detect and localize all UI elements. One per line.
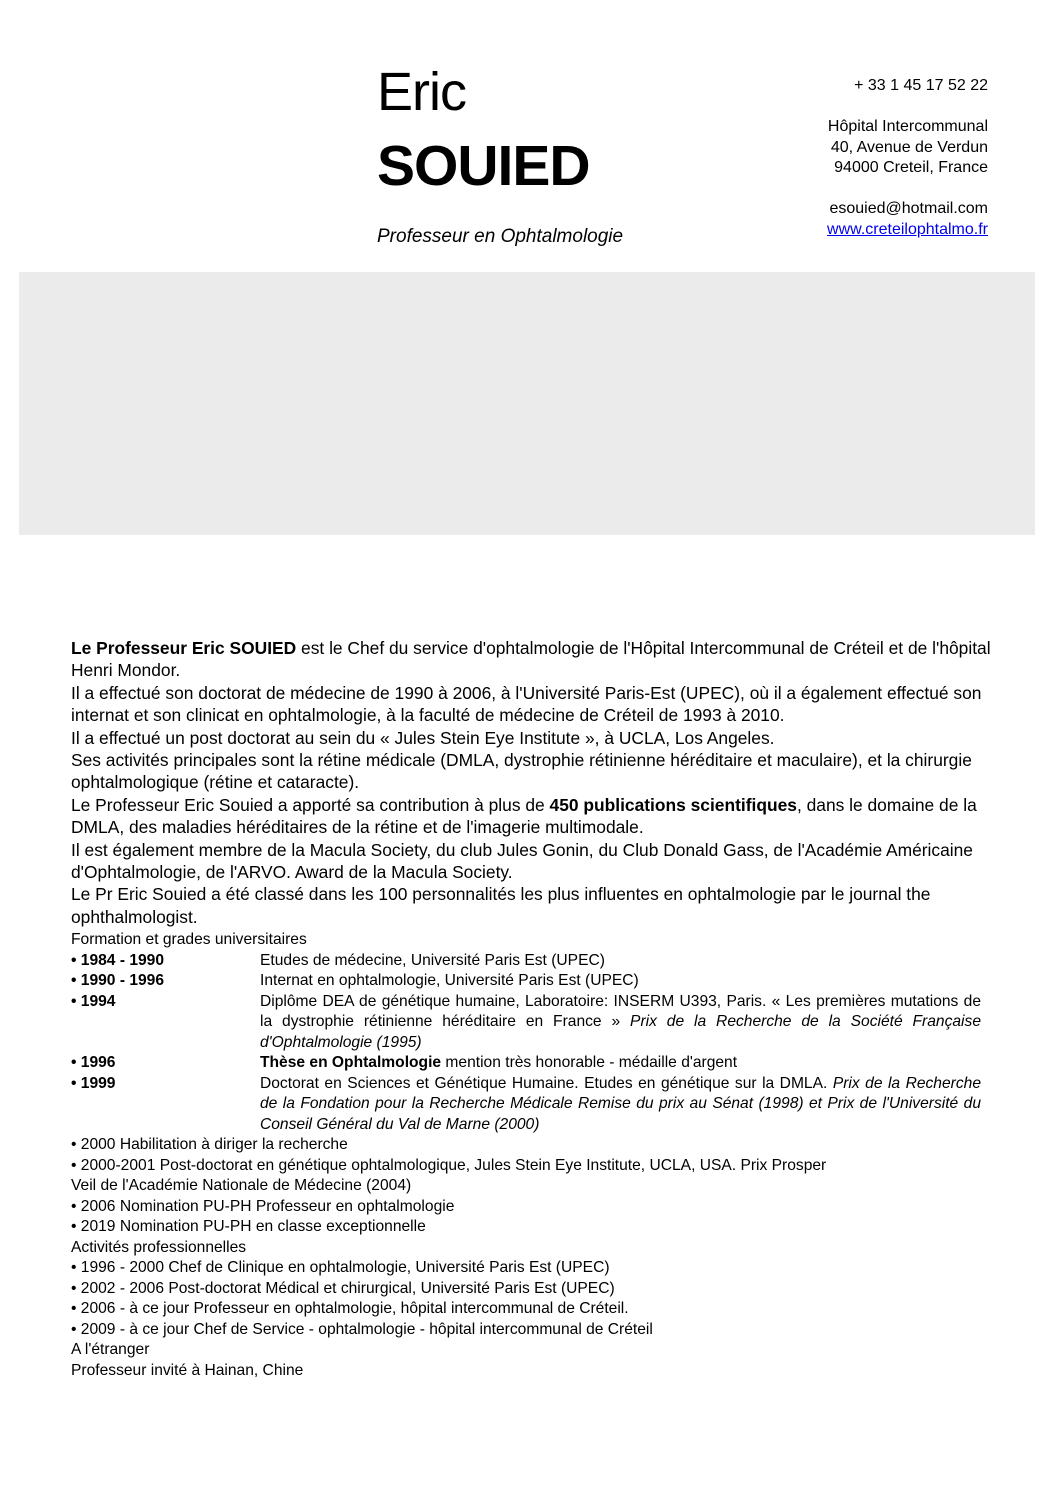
formation-heading: Formation et grades universitaires bbox=[71, 931, 307, 948]
bio-name: Le Professeur Eric SOUIED bbox=[71, 638, 297, 658]
formation-year: • 1994 bbox=[71, 992, 116, 1010]
abroad-item: Professeur invité à Hainan, Chine bbox=[71, 1361, 304, 1379]
bio-paragraph bbox=[71, 637, 991, 682]
formation-award: Prix de la Recherche de la Fondation pour la Recherche Médicale Remise du prix au Sénat (1998) et Prix de l'Université du Conseil Général du Val de Marne (2000) bbox=[260, 1074, 981, 1133]
bio-paragraph: Il a effectué son doctorat de médecine de 1990 à 2006, à l'Université Paris-Est (UPEC), où il a également effectué son internat et son clinicat en ophtalmologie, à la faculté de médecine de Créteil de 1993 à 2010. bbox=[71, 682, 982, 726]
bio-paragraph: Le Pr Eric Souied a été classé dans les 100 personnalités les plus influentes en ophtalmologie par le journal the ophthalmologist. bbox=[71, 884, 931, 927]
bio-paragraph: Il est également membre de la Macula Society, du club Jules Gonin, du Club Donald Gass, de l'Académie Américaine d'Ophtalmologie, de l'ARVO. Award de la Macula Society. bbox=[71, 839, 973, 883]
bio-paragraph: Ses activités principales sont la rétine médicale (DMLA, dystrophie rétinienne héréditaire et maculaire), et la chirurgie ophtalmologique (rétine et cataracte). bbox=[71, 750, 972, 793]
formation-extra-item: • 2000 Habilitation à diriger la recherche bbox=[71, 1136, 348, 1153]
bio-text: est le Chef du service d'ophtalmologie de l'Hôpital Intercommunal de Créteil et de l'hôpital Henri Mondor. bbox=[71, 638, 991, 681]
formation-year: • 1996 bbox=[71, 1054, 116, 1071]
formation-year: • 1984 - 1990 bbox=[71, 951, 165, 969]
formation-extra-item: • 2006 Nomination PU-PH Professeur en ophtalmologie bbox=[71, 1197, 455, 1215]
street-address: 40, Avenue de Verdun bbox=[830, 138, 988, 156]
formation-entry bbox=[71, 1053, 991, 1074]
activity-item: • 1996 - 2000 Chef de Clinique en ophtalmologie, Université Paris Est (UPEC) bbox=[71, 1259, 610, 1276]
activity-item: • 2006 - à ce jour Professeur en ophtalmologie, hôpital intercommunal de Créteil. bbox=[71, 1300, 629, 1317]
formation-year: • 1999 bbox=[71, 1074, 116, 1092]
first-name: Eric bbox=[377, 62, 466, 122]
photo-placeholder bbox=[19, 272, 1035, 535]
bio-text: , dans le domaine de la DMLA, des maladies héréditaires de la rétine et de l'imagerie multimodale. bbox=[71, 794, 977, 838]
biography bbox=[71, 637, 991, 928]
formation-text bbox=[260, 1074, 981, 1136]
bio-paragraph bbox=[71, 794, 991, 839]
formation-text bbox=[260, 1053, 981, 1074]
formation-extra-item: Veil de l'Académie Nationale de Médecine (2004) bbox=[71, 1177, 412, 1194]
email-address: esouied@hotmail.com bbox=[829, 200, 988, 217]
formation-entry bbox=[71, 1074, 991, 1136]
bio-paragraph: Il a effectué un post doctorat au sein du « Jules Stein Eye Institute », à UCLA, Los Angeles. bbox=[71, 727, 775, 748]
website-link[interactable]: www.creteilophtalmo.fr bbox=[827, 220, 988, 238]
hospital-name: Hôpital Intercommunal bbox=[827, 118, 988, 135]
formation-extra-item: • 2000-2001 Post-doctorat en génétique ophtalmologique, Jules Stein Eye Institute, UCLA, USA. Prix Prosper bbox=[71, 1156, 827, 1174]
activity-item: • 2009 - à ce jour Chef de Service - ophtalmologie - hôpital intercommunal de Créteil bbox=[71, 1320, 653, 1338]
abroad-heading: A l'étranger bbox=[71, 1341, 150, 1358]
job-title: Professeur en Ophtalmologie bbox=[377, 226, 624, 247]
last-name: SOUIED bbox=[377, 134, 590, 198]
formation-award: Prix de la Recherche de la Société Française d'Ophtalmologie (1995) bbox=[260, 1013, 981, 1051]
contact-block bbox=[827, 76, 988, 240]
city-address: 94000 Creteil, France bbox=[834, 159, 988, 176]
thesis-title: Thèse en Ophtalmologie bbox=[260, 1054, 442, 1071]
formation-text bbox=[260, 992, 981, 1054]
formation-year: • 1990 - 1996 bbox=[71, 972, 165, 989]
formation-description: Doctorat en Sciences et Génétique Humaine. Etudes en génétique sur la DMLA. bbox=[260, 1074, 833, 1092]
formation-text: Internat en ophtalmologie, Université Paris Est (UPEC) bbox=[260, 972, 639, 989]
formation-extra-item: • 2019 Nomination PU-PH en classe exceptionnelle bbox=[71, 1218, 426, 1235]
formation-entry bbox=[71, 971, 991, 992]
publications-count: 450 publications scientifiques bbox=[549, 794, 797, 815]
formation-section bbox=[71, 930, 991, 1381]
formation-entry bbox=[71, 951, 991, 972]
formation-description: mention très honorable - médaille d'argent bbox=[441, 1054, 738, 1071]
formation-description: Diplôme DEA de génétique humaine, Laboratoire: INSERM U393, Paris. « Les premières mutations de la dystrophie rétinienne héréditaire en France » bbox=[260, 992, 981, 1030]
activities-heading: Activités professionnelles bbox=[71, 1238, 247, 1256]
activity-item: • 2002 - 2006 Post-doctorat Médical et chirurgical, Université Paris Est (UPEC) bbox=[71, 1279, 615, 1297]
phone-number: + 33 1 45 17 52 22 bbox=[854, 77, 988, 94]
bio-text: Le Professeur Eric Souied a apporté sa contribution à plus de bbox=[71, 794, 550, 815]
formation-text: Etudes de médecine, Université Paris Est (UPEC) bbox=[260, 951, 605, 969]
formation-entry bbox=[71, 992, 991, 1054]
